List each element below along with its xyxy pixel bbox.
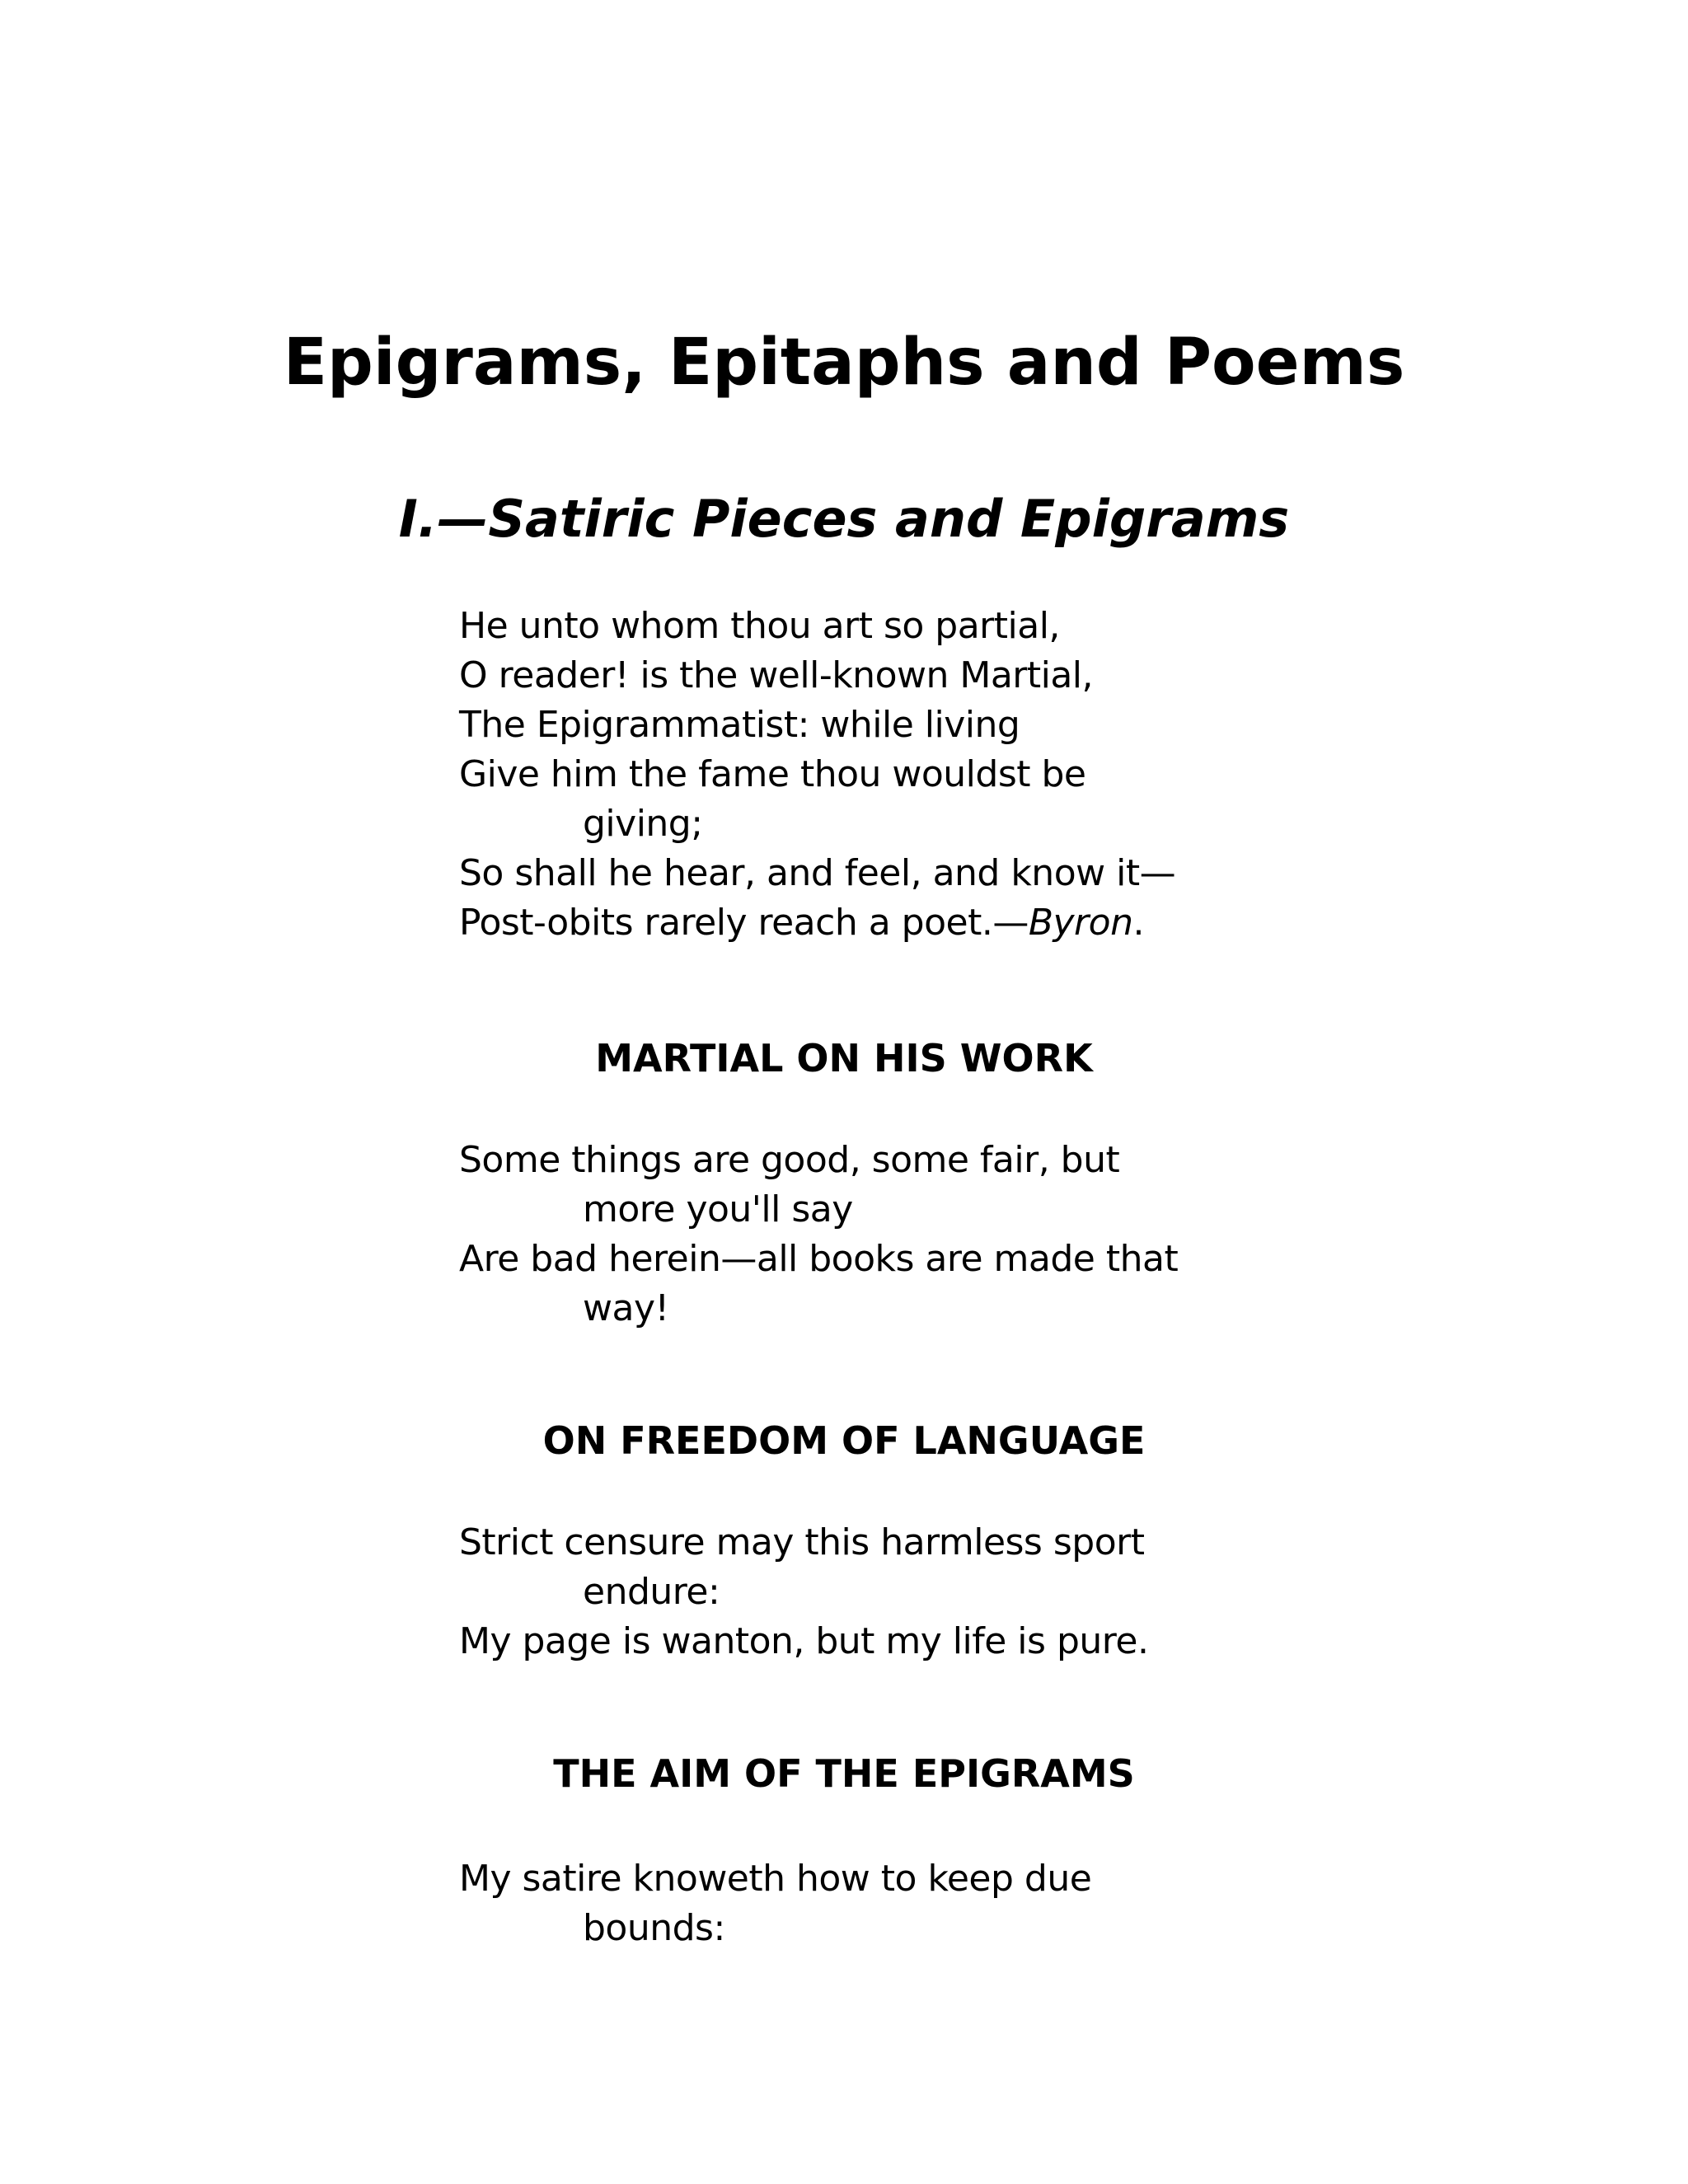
poem-line-continuation: bounds:: [583, 1907, 725, 1949]
poem-line: Are bad herein—all books are made that: [459, 1238, 1179, 1280]
poem-line: The Epigrammatist: while living: [459, 704, 1020, 746]
poem-line: Some things are good, some fair, but: [459, 1139, 1120, 1181]
poem-line-continuation: more you'll say: [583, 1188, 853, 1230]
poem-line-with-attribution: [459, 898, 1283, 948]
poem-line: My satire knoweth how to keep due: [459, 1858, 1092, 1900]
poem-line-text: Post-obits rarely reach a poet.—: [459, 902, 1029, 944]
poem-line: My page is wanton, but my life is pure.: [459, 1620, 1149, 1662]
poem-line-continuation: endure:: [583, 1571, 720, 1613]
poem-heading-on-freedom-of-language: ON FREEDOM OF LANGUAGE: [542, 1418, 1146, 1463]
attribution-period: .: [1132, 902, 1144, 944]
poem-the-aim-of-the-epigrams: [459, 1854, 1283, 1953]
poem-line: Give him the fame thou wouldst be: [459, 753, 1086, 795]
attribution: Byron: [1028, 902, 1133, 944]
poem-byron: [459, 602, 1283, 948]
section-title: I.—Satiric Pieces and Epigrams: [398, 489, 1290, 549]
page-title: Epigrams, Epitaphs and Poems: [283, 326, 1405, 400]
poem-line: Strict censure may this harmless sport: [459, 1521, 1145, 1563]
poem-martial-on-his-work: [459, 1136, 1283, 1333]
poem-line: O reader! is the well-known Martial,: [459, 654, 1094, 696]
poem-heading-the-aim-of-the-epigrams: THE AIM OF THE EPIGRAMS: [553, 1751, 1135, 1796]
poem-on-freedom-of-language: [459, 1518, 1283, 1666]
poem-heading-martial-on-his-work: MARTIAL ON HIS WORK: [595, 1036, 1093, 1080]
poem-line-continuation: way!: [583, 1287, 669, 1329]
poem-line: So shall he hear, and feel, and know it—: [459, 852, 1176, 894]
poem-line: He unto whom thou art so partial,: [459, 605, 1060, 647]
poem-line-continuation: giving;: [583, 803, 703, 845]
